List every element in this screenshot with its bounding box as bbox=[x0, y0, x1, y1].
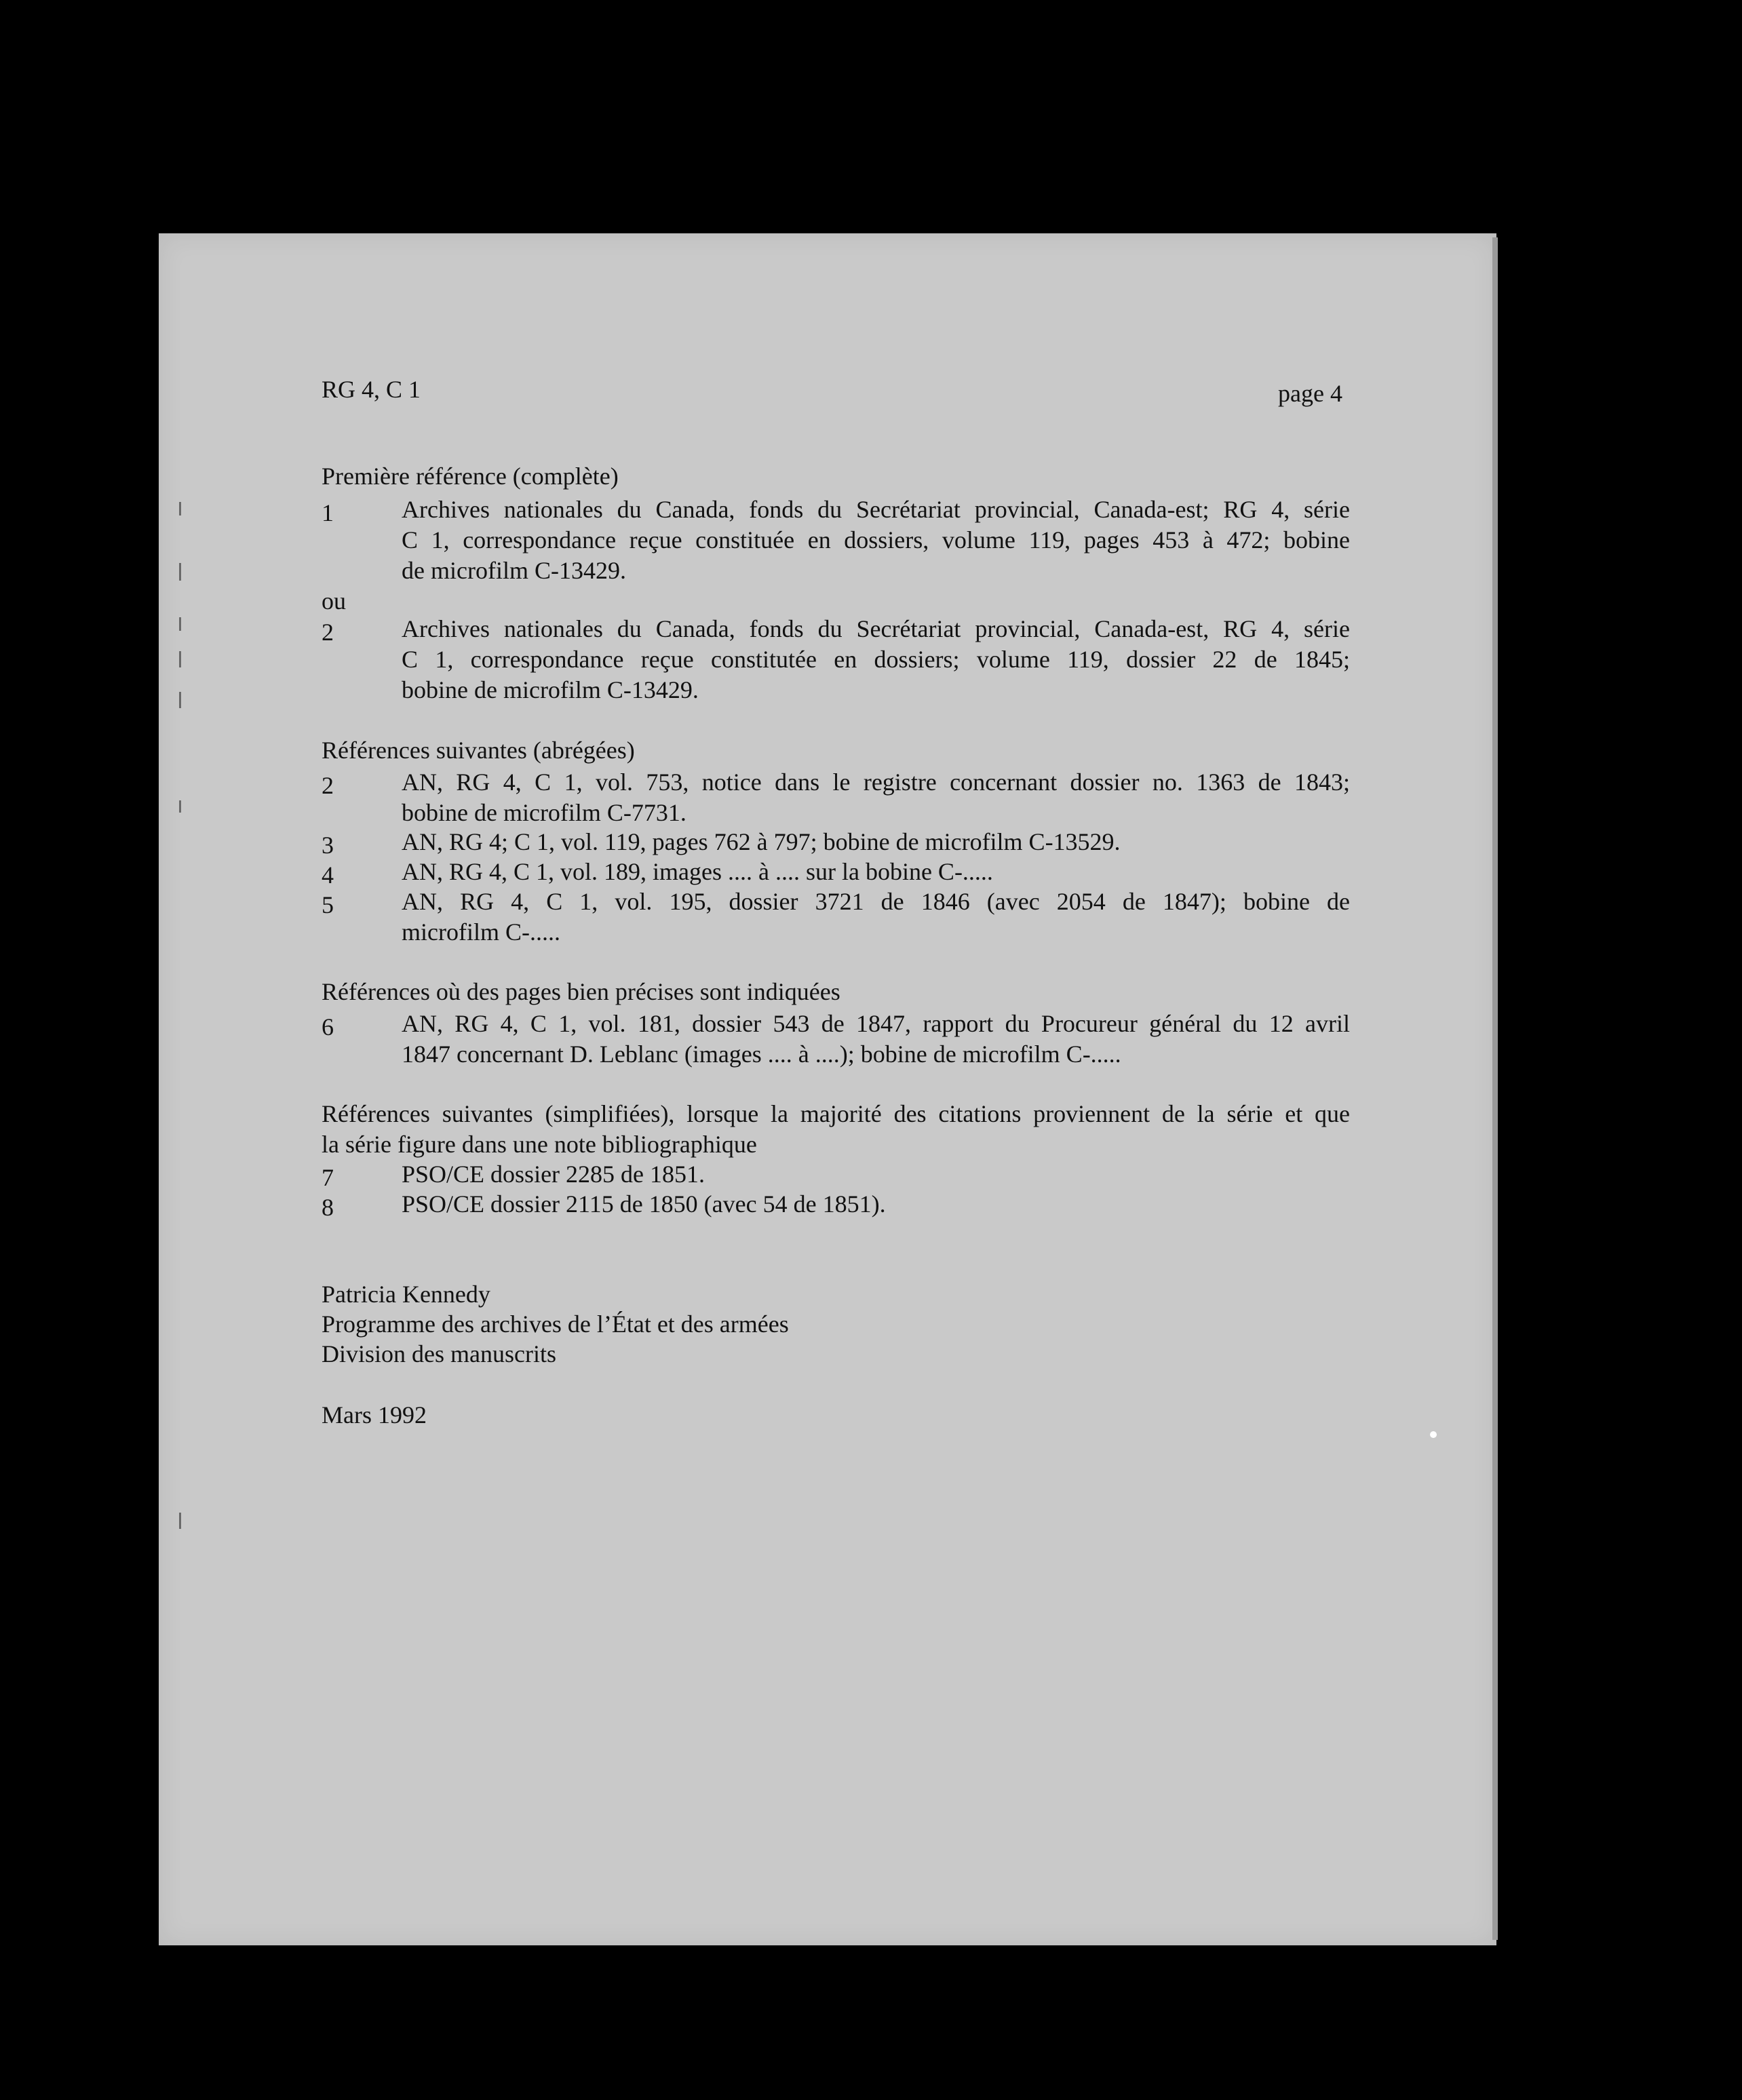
item-line: AN, RG 4; C 1, vol. 119, pages 762 à 797; bobine de microfilm C-13529. bbox=[402, 828, 1121, 855]
item-line: C 1, correspondance reçue constituée en dossiers, volume 119, pages 453 à 472; bobine bbox=[402, 526, 1350, 553]
author-division: Division des manuscrits bbox=[322, 1340, 556, 1367]
dust-speck bbox=[1430, 1431, 1437, 1438]
item-line: C 1, correspondance reçue constitutée en dossiers; volume 119, dossier 22 de 1845; bbox=[402, 646, 1350, 673]
item-line: PSO/CE dossier 2285 de 1851. bbox=[402, 1161, 705, 1188]
section-heading: Première référence (complète) bbox=[322, 463, 619, 490]
heading-line: Références suivantes (simplifiées), lorsque la majorité des citations proviennent de la série et que bbox=[322, 1100, 1350, 1127]
item-number: 7 bbox=[322, 1164, 334, 1191]
item-line: bobine de microfilm C-7731. bbox=[402, 799, 686, 826]
reference-item bbox=[402, 827, 1350, 857]
item-line: microfilm C-..... bbox=[402, 918, 560, 946]
margin-mark bbox=[179, 1513, 181, 1529]
item-number: 6 bbox=[322, 1013, 334, 1041]
reference-item bbox=[402, 1009, 1350, 1070]
section-heading: Références suivantes (abrégées) bbox=[322, 737, 635, 764]
item-line: bobine de microfilm C-13429. bbox=[402, 676, 699, 703]
item-line: de microfilm C-13429. bbox=[402, 557, 626, 584]
margin-mark bbox=[179, 692, 181, 708]
item-line: Archives nationales du Canada, fonds du Secrétariat provincial, Canada-est, RG 4, série bbox=[402, 615, 1350, 642]
document-date: Mars 1992 bbox=[322, 1401, 427, 1428]
reference-item bbox=[402, 767, 1350, 828]
sheet-edge bbox=[1492, 237, 1498, 1940]
margin-mark bbox=[179, 800, 181, 813]
section-heading bbox=[322, 1099, 1350, 1160]
heading-line: la série figure dans une note bibliographique bbox=[322, 1131, 757, 1158]
item-number: 2 bbox=[322, 772, 334, 799]
reference-item bbox=[402, 887, 1350, 948]
header-left: RG 4, C 1 bbox=[322, 376, 421, 403]
item-line: AN, RG 4, C 1, vol. 195, dossier 3721 de 1846 (avec 2054 de 1847); bobine de bbox=[402, 888, 1350, 915]
alternative-label: ou bbox=[322, 587, 346, 615]
item-number: 5 bbox=[322, 891, 334, 918]
item-number: 3 bbox=[322, 832, 334, 859]
margin-mark bbox=[179, 502, 181, 516]
reference-item bbox=[402, 1189, 1350, 1220]
section-heading: Références où des pages bien précises sont indiquées bbox=[322, 978, 840, 1005]
margin-mark bbox=[179, 617, 181, 631]
item-number: 1 bbox=[322, 499, 334, 526]
reference-item bbox=[402, 614, 1350, 705]
item-number: 2 bbox=[322, 619, 334, 646]
page-number: page 4 bbox=[1278, 380, 1342, 407]
author-name: Patricia Kennedy bbox=[322, 1281, 490, 1308]
reference-item bbox=[402, 1159, 1350, 1190]
item-line: AN, RG 4, C 1, vol. 181, dossier 543 de 1847, rapport du Procureur général du 12 avril bbox=[402, 1010, 1350, 1037]
reference-item bbox=[402, 494, 1350, 586]
margin-mark bbox=[179, 563, 181, 581]
item-line: PSO/CE dossier 2115 de 1850 (avec 54 de 1851). bbox=[402, 1190, 886, 1218]
item-number: 4 bbox=[322, 861, 334, 889]
reference-item bbox=[402, 857, 1350, 887]
item-line: Archives nationales du Canada, fonds du Secrétariat provincial, Canada-est; RG 4, série bbox=[402, 496, 1350, 523]
author-program: Programme des archives de l’État et des armées bbox=[322, 1310, 789, 1338]
margin-mark bbox=[179, 651, 181, 667]
item-line: 1847 concernant D. Leblanc (images .... à ....); bobine de microfilm C-..... bbox=[402, 1041, 1121, 1068]
item-line: AN, RG 4, C 1, vol. 189, images .... à .... sur la bobine C-..... bbox=[402, 858, 993, 885]
item-line: AN, RG 4, C 1, vol. 753, notice dans le registre concernant dossier no. 1363 de 1843; bbox=[402, 769, 1350, 796]
item-number: 8 bbox=[322, 1194, 334, 1221]
